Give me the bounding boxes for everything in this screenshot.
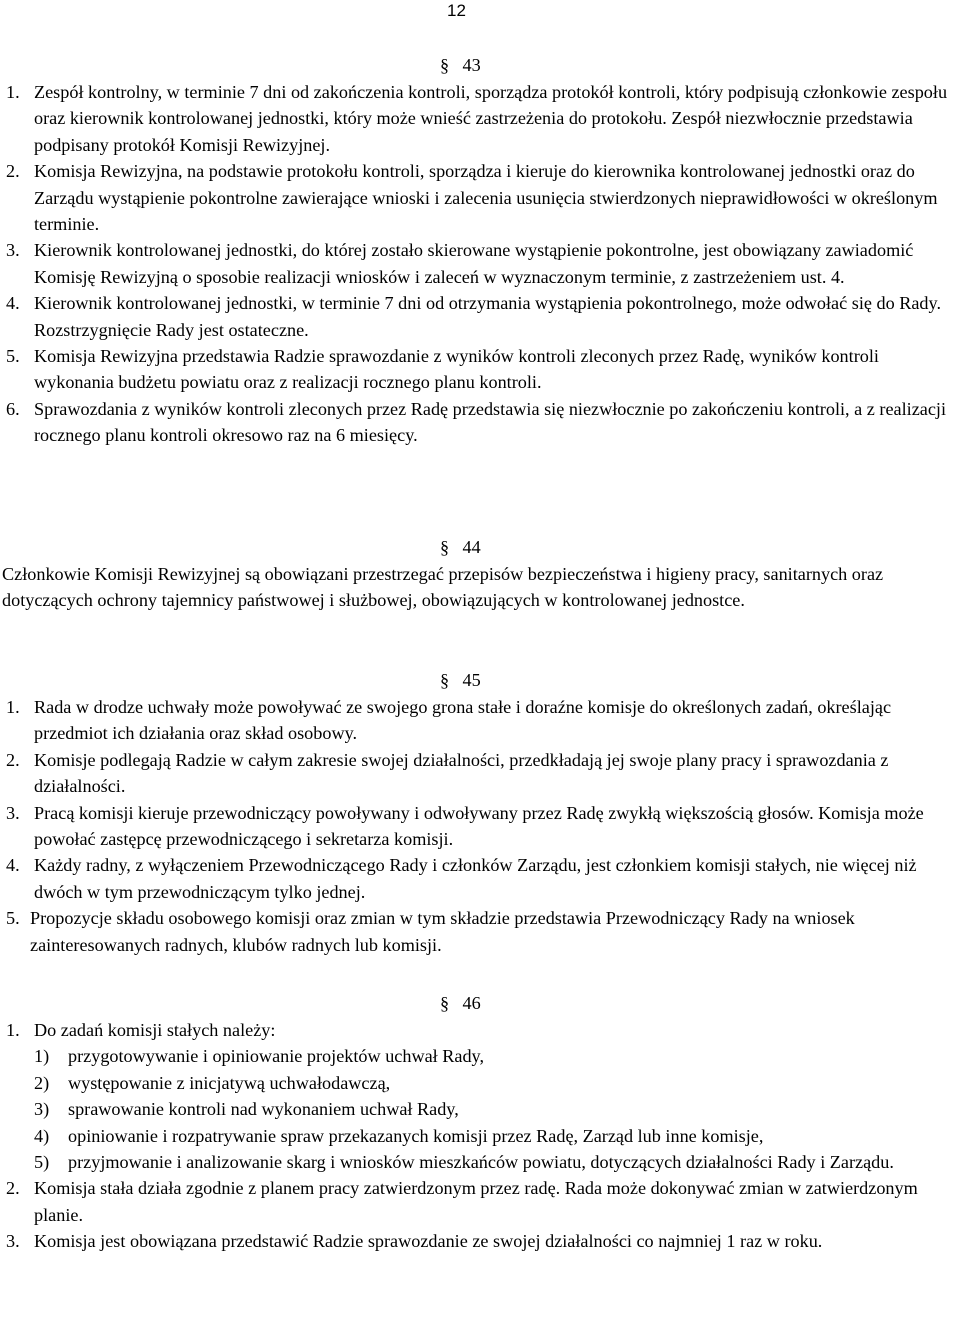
list-item (0, 800, 960, 853)
section-43 (0, 52, 960, 449)
sub-list-item (0, 1123, 960, 1149)
sub-item-text: sprawowanie kontroli nad wykonaniem uchwał Rady, (68, 1099, 459, 1120)
section-sign-icon: § (440, 537, 450, 557)
sub-item-number: 5) (34, 1152, 50, 1173)
item-number: 3. (6, 1231, 20, 1252)
item-text: Pracą komisji kieruje przewodniczący powoływany i odwoływany przez Radę zwykłą większością głosów. Komisja może powołać zastępcę przewodniczącego i sekretarza komisji. (34, 802, 924, 850)
list-item (0, 343, 960, 396)
item-text: Propozycje składu osobowego komisji oraz zmian w tym składzie przedstawia Przewodniczący Rady na wniosek zainteresowanych radnych, klubów radnych lub komisji. (30, 908, 855, 955)
section-sign-icon: § (440, 670, 450, 690)
section-number: 46 (462, 993, 481, 1013)
item-number: 1. (6, 697, 20, 717)
item-number: 2. (6, 1178, 20, 1199)
page-number: 12 (447, 1, 466, 20)
sub-item-number: 3) (34, 1099, 50, 1120)
section-heading (0, 52, 960, 79)
sub-item-number: 1) (34, 1046, 50, 1067)
item-number: 6. (6, 398, 20, 419)
item-text: Zespół kontrolny, w terminie 7 dni od zakończenia kontroli, sporządza protokół kontroli, który podpisują członkowie zespołu oraz kierownik kontrolowanej jednostki, który może wnieść zastrzeżenia do protokołu. Zespół niezwłocznie przedstawia podpisany protokół Komisji Rewizyjnej. (34, 82, 948, 155)
section-45 (0, 667, 960, 958)
item-text: Rada w drodze uchwały może powoływać ze swojego grona stałe i doraźne komisje do określonych zadań, określając przedmiot ich działania oraz skład osobowy. (34, 697, 892, 744)
item-number: 1. (6, 1020, 20, 1040)
item-number: 3. (6, 240, 20, 261)
item-text: Sprawozdania z wyników kontroli zleconych przez Radę przedstawia się niezwłocznie po zakończeniu kontroli, a z realizacji rocznego planu kontroli okresowo raz na 6 miesięcy. (34, 398, 947, 446)
sub-item-text: opiniowanie i rozpatrywanie spraw przekazanych komisji przez Radę, Zarząd lub inne komisje, (68, 1125, 764, 1146)
list-item (0, 905, 960, 958)
item-number: 2. (6, 161, 20, 182)
item-number: 4. (6, 293, 20, 314)
item-number: 5. (6, 908, 20, 929)
sub-list-item (0, 1043, 960, 1069)
item-text: Każdy radny, z wyłączeniem Przewodniczącego Rady i członków Zarządu, jest członkiem komisji stałych, nie więcej niż dwóch w tym przewodniczącym tylko jednej. (34, 855, 917, 902)
item-text: Komisja jest obowiązana przedstawić Radzie sprawozdanie ze swojej działalności co najmniej 1 raz w roku. (34, 1231, 823, 1252)
item-number: 2. (6, 749, 20, 770)
sub-item-number: 2) (34, 1072, 50, 1093)
sub-list-item (0, 1096, 960, 1122)
section-44 (0, 534, 960, 614)
section-number: 43 (462, 55, 481, 75)
list-item (0, 747, 960, 800)
item-text: Do zadań komisji stałych należy: (34, 1020, 276, 1040)
list-item (0, 396, 960, 449)
item-text: Komisja Rewizyjna przedstawia Radzie sprawozdanie z wyników kontroli zleconych przez Radę, wyników kontroli wykonania budżetu powiatu oraz z realizacji rocznego planu kontroli. (34, 346, 879, 393)
sub-item-text: przygotowywanie i opiniowanie projektów uchwał Rady, (68, 1046, 485, 1067)
section-number: 45 (462, 670, 481, 690)
item-number: 5. (6, 346, 20, 367)
section-sign-icon: § (440, 55, 450, 75)
sub-list-item (0, 1070, 960, 1096)
list-item (0, 290, 960, 343)
item-text: Kierownik kontrolowanej jednostki, do której zostało skierowane wystąpienie pokontrolne, jest obowiązany zawiadomić Komisję Rewizyjną o sposobie realizacji wniosków i zaleceń w wyznaczonym terminie, z zastrzeżeniem ust. 4. (34, 240, 914, 287)
list-item (0, 79, 960, 158)
sub-item-text: przyjmowanie i analizowanie skarg i wniosków mieszkańców powiatu, dotyczących działalności Rady i Zarządu. (68, 1152, 894, 1173)
section-heading (0, 534, 960, 561)
item-text: Kierownik kontrolowanej jednostki, w terminie 7 dni od otrzymania wystąpienia pokontrolnego, może odwołać się do Rady. Rozstrzygnięcie Rady jest ostateczne. (34, 293, 941, 340)
section-heading (0, 667, 960, 694)
list-item (0, 1228, 960, 1254)
list-item (0, 1175, 960, 1228)
list-item (0, 1017, 960, 1043)
paragraph: Członkowie Komisji Rewizyjnej są obowiązani przestrzegać przepisów bezpieczeństwa i higieny pracy, sanitarnych oraz dotyczących ochrony tajemnicy państwowej i służbowej, obowiązujących w kontrolowanej jednostce. (2, 564, 884, 611)
list-item (0, 158, 960, 237)
sub-item-number: 4) (34, 1125, 50, 1146)
item-number: 1. (6, 82, 20, 102)
item-text: Komisja Rewizyjna, na podstawie protokołu kontroli, sporządza i kieruje do kierownika kontrolowanej jednostki oraz do Zarządu wystąpienie pokontrolne zawierające wnioski i zalecenia usunięcia stwierdzonych nieprawidłowości w określonym terminie. (34, 161, 938, 235)
item-text: Komisja stała działa zgodnie z planem pracy zatwierdzonym przez radę. Rada może dokonywać zmian w zatwierdzonym planie. (34, 1178, 918, 1225)
item-number: 3. (6, 802, 20, 823)
list-item (0, 237, 960, 290)
item-text: Komisje podlegają Radzie w całym zakresie swojej działalności, przedkładają jej swoje plany pracy i sprawozdania z działalności. (34, 749, 889, 797)
section-number: 44 (462, 537, 481, 557)
list-item (0, 694, 960, 747)
item-number: 4. (6, 855, 20, 876)
section-sign-icon: § (440, 993, 450, 1013)
sub-list-item (0, 1149, 960, 1175)
section-46 (0, 990, 960, 1255)
section-heading (0, 990, 960, 1017)
list-item (0, 852, 960, 905)
sub-item-text: występowanie z inicjatywą uchwałodawczą, (68, 1072, 391, 1093)
